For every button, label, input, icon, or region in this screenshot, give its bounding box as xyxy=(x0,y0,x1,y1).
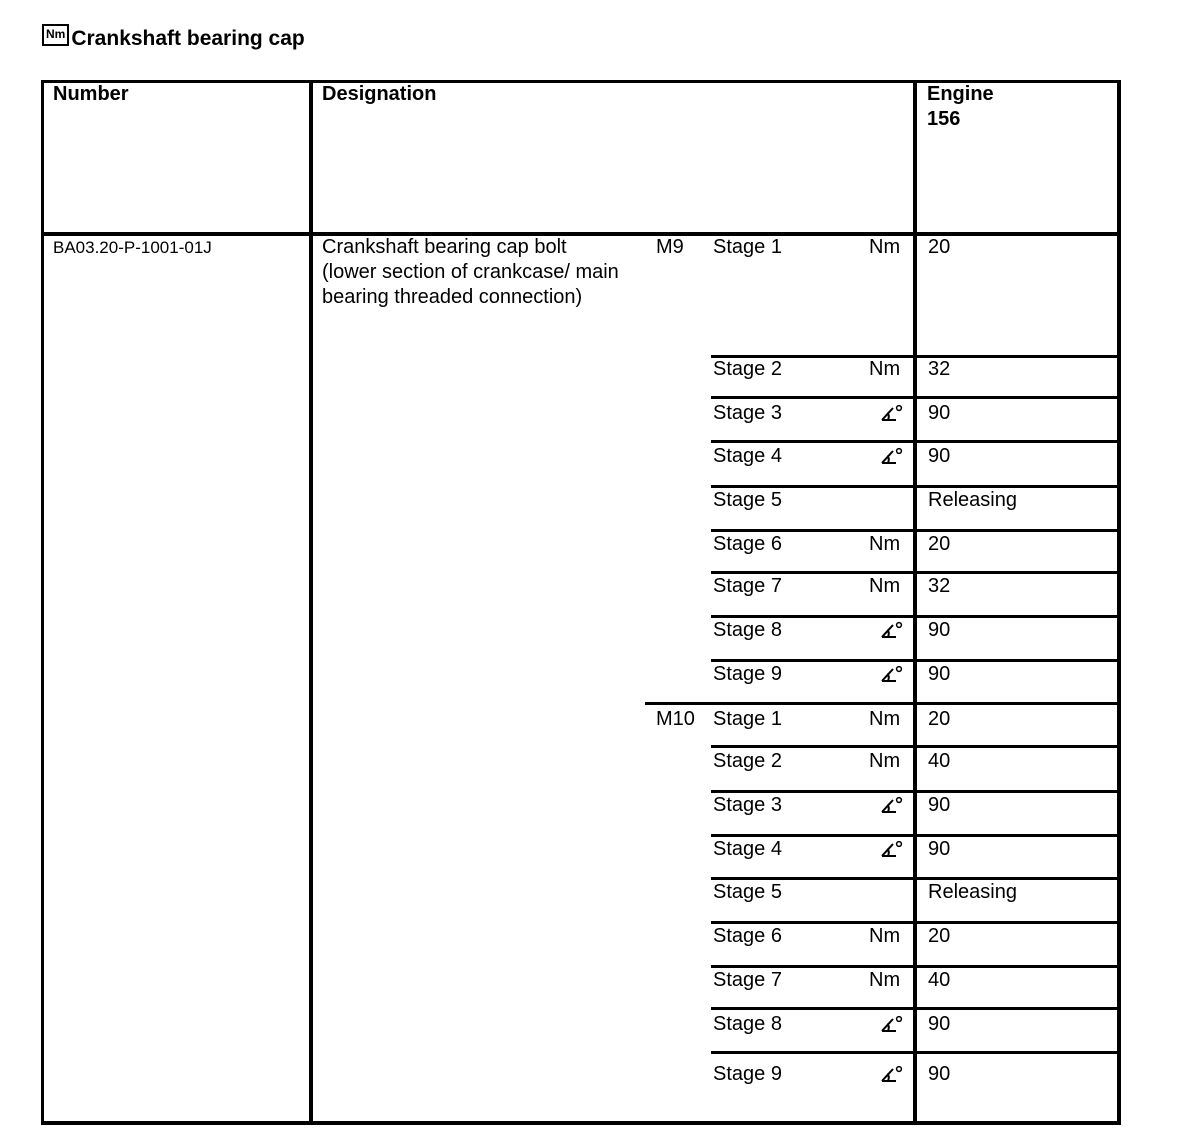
stage-value: 90 xyxy=(928,663,951,685)
thread-size: M9 xyxy=(656,236,684,258)
stage-label: Stage 6 xyxy=(713,925,782,947)
stage-label: Stage 5 xyxy=(713,489,782,511)
unit-label: Nm xyxy=(869,236,901,258)
table-border-left xyxy=(41,80,44,1125)
angle-icon xyxy=(880,1015,904,1033)
stage-label: Stage 1 xyxy=(713,236,782,258)
stage-separator xyxy=(711,1007,1121,1010)
stage-value: 20 xyxy=(928,708,951,730)
stage-label: Stage 4 xyxy=(713,838,782,860)
stage-value: 20 xyxy=(928,925,951,947)
stage-value: 90 xyxy=(928,838,951,860)
angle-icon xyxy=(880,621,904,639)
table-border-right xyxy=(1117,80,1121,1125)
stage-value: 40 xyxy=(928,750,951,772)
angle-icon xyxy=(880,840,904,858)
angle-icon xyxy=(880,665,904,683)
stage-value: Releasing xyxy=(928,489,1017,511)
angle-icon xyxy=(880,796,904,814)
thread-size: M10 xyxy=(656,708,695,730)
torque-nm-icon: Nm xyxy=(42,24,69,46)
stage-separator xyxy=(711,396,1121,399)
stage-label: Stage 7 xyxy=(713,575,782,597)
stage-value: 90 xyxy=(928,1013,951,1035)
unit-label: Nm xyxy=(869,358,901,380)
stage-label: Stage 8 xyxy=(713,1013,782,1035)
stage-separator xyxy=(711,745,1121,748)
stage-value: 90 xyxy=(928,402,951,424)
stage-label: Stage 6 xyxy=(713,533,782,555)
stage-value: 20 xyxy=(928,236,951,258)
title-text: Crankshaft bearing cap xyxy=(71,27,305,50)
stage-label: Stage 9 xyxy=(713,1063,782,1085)
stage-label: Stage 3 xyxy=(713,402,782,424)
stage-label: Stage 8 xyxy=(713,619,782,641)
header-designation: Designation xyxy=(322,83,437,105)
header-engine-label: Engine xyxy=(927,83,994,105)
stage-separator xyxy=(711,440,1121,443)
header-engine-number: 156 xyxy=(927,108,961,130)
stage-label: Stage 4 xyxy=(713,445,782,467)
angle-icon xyxy=(880,1065,904,1083)
unit-label: Nm xyxy=(869,969,901,991)
col-divider-1 xyxy=(309,80,313,1125)
stage-value: 32 xyxy=(928,575,951,597)
angle-icon xyxy=(880,447,904,465)
row-designation: Crankshaft bearing cap bolt (lower section of crankcase/ main bearing threaded connection) xyxy=(322,236,619,308)
stage-value: 90 xyxy=(928,794,951,816)
stage-label: Stage 9 xyxy=(713,663,782,685)
col-divider-2 xyxy=(913,80,917,1125)
stage-value: 90 xyxy=(928,1063,951,1085)
page-title xyxy=(42,20,305,50)
row-number: BA03.20-P-1001-01J xyxy=(53,238,212,257)
stage-label: Stage 2 xyxy=(713,750,782,772)
stage-separator xyxy=(711,1051,1121,1054)
unit-label: Nm xyxy=(869,925,901,947)
stage-value: Releasing xyxy=(928,881,1017,903)
stage-value: 90 xyxy=(928,619,951,641)
unit-label: Nm xyxy=(869,750,901,772)
stage-label: Stage 5 xyxy=(713,881,782,903)
stage-label: Stage 7 xyxy=(713,969,782,991)
angle-icon xyxy=(880,404,904,422)
stage-label: Stage 1 xyxy=(713,708,782,730)
stage-separator xyxy=(645,702,1121,705)
unit-label: Nm xyxy=(869,575,901,597)
stage-value: 20 xyxy=(928,533,951,555)
table-border-bottom xyxy=(41,1121,1121,1125)
unit-label: Nm xyxy=(869,533,901,555)
stage-value: 32 xyxy=(928,358,951,380)
unit-label: Nm xyxy=(869,708,901,730)
stage-value: 90 xyxy=(928,445,951,467)
stage-value: 40 xyxy=(928,969,951,991)
header-number: Number xyxy=(53,83,129,105)
stage-label: Stage 2 xyxy=(713,358,782,380)
stage-label: Stage 3 xyxy=(713,794,782,816)
